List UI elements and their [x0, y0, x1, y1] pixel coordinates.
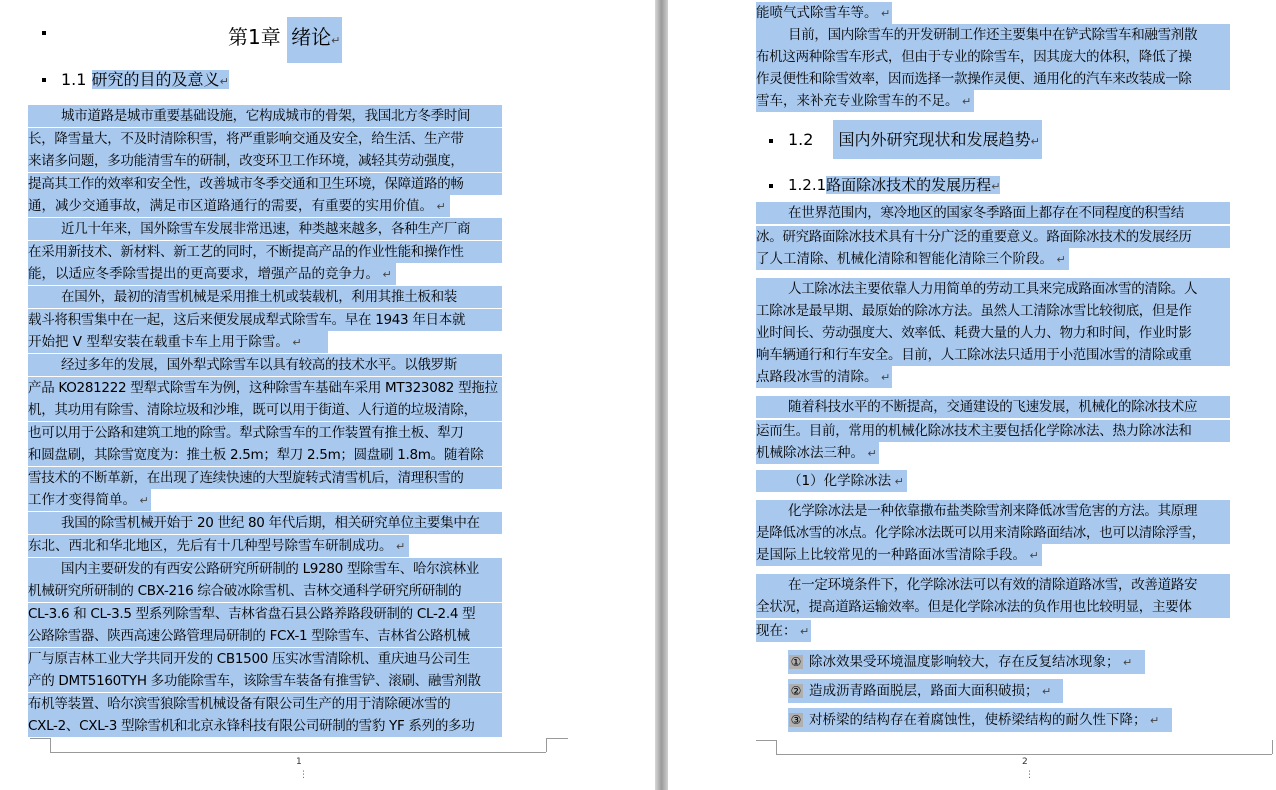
text-line[interactable]: 近几十年来，国外除雪车发展非常迅速，种类越来越多，各种生产厂商: [61, 221, 471, 237]
paragraph-mark: ↵: [796, 625, 810, 638]
text-line[interactable]: 随着科技水平的不断提高，交通建设的飞速发展，机械化的除冰技术应: [788, 399, 1198, 415]
paragraph-mark: ↵: [891, 475, 904, 488]
text-line[interactable]: 运而生。目前，常用的机械化除冰技术主要包括化学除冰法、热力除冰法和: [756, 423, 1192, 439]
text-line[interactable]: 机械除冰法三种。 ↵: [756, 445, 877, 461]
text-line[interactable]: 东北、西北和华北地区，先后有十几种型号除雪车研制成功。 ↵: [28, 537, 406, 554]
paragraph-mark: ↵: [958, 95, 972, 108]
text-line[interactable]: 载斗将积雪集中在一起，这后来便发展成犁式除雪车。早在 1943 年日本就: [28, 311, 466, 328]
text-line[interactable]: 在国外，最初的清雪机械是采用推土机或装载机，利用其推土板和装: [61, 289, 457, 305]
list-item[interactable]: [789, 680, 1051, 702]
text-line[interactable]: 和圆盘刷，其除雪宽度为：推土板 2.5m；犁刀 2.5m；圆盘刷 1.8m。随着除: [28, 447, 484, 463]
list-item-text: 对桥梁的结构存在着腐蚀性，使桥梁结构的耐久性下降；: [809, 712, 1147, 728]
footer-line: [50, 752, 546, 753]
paragraph-mark: ↵: [1026, 549, 1039, 562]
list-item-text: 造成沥青路面脱层，路面大面积破损；: [809, 683, 1039, 699]
page-number: 2: [1022, 757, 1028, 767]
list-item[interactable]: [789, 709, 1159, 731]
text-line[interactable]: 雪技术的不断革新，在出现了连续快速的大型旋转式清雪机后，清理积雪的: [28, 469, 464, 486]
text-line[interactable]: 化学除冰法是一种依靠撒布盐类除雪剂来降低冰雪危害的方法。其原理: [788, 503, 1198, 519]
text-line[interactable]: 布机这两种除雪车形式，但由于专业的除雪车，因其庞大的体积，降低了操: [756, 49, 1192, 65]
subsection-number: 1.2.1: [788, 176, 827, 194]
section-title: 研究的目的及意义↵: [91, 70, 229, 89]
paragraph-mark: ↵: [1038, 685, 1052, 698]
text-line[interactable]: 雪车，来补充专业除雪车的不足。 ↵: [756, 93, 972, 109]
text-line[interactable]: 开始把 V 型犁安装在载重卡车上用于除雪。 ↵: [28, 334, 302, 350]
section-heading-1-2: [788, 127, 1042, 155]
text-line[interactable]: 在一定环境条件下，化学除冰法可以有效的清除道路冰雪，改善道路安: [788, 577, 1198, 593]
text-line[interactable]: CL-3.6 和 CL-3.5 型系列除雪犁、吉林省盘石县公路养路段研制的 CL-2.4 型: [28, 605, 476, 622]
page-corner-mark: [776, 740, 777, 754]
list-marker: ③: [790, 713, 802, 727]
list-marker: ②: [790, 684, 802, 698]
chapter-title: 绪论↵: [287, 17, 342, 63]
section-number: 1.1: [61, 70, 87, 89]
list-item-text: 除冰效果受环境温度影响较大，存在反复结冰现象；: [809, 654, 1120, 670]
text-line[interactable]: 工除冰是最早期、最原始的除冰方法。虽然人工清除冰雪比较彻底，但是作: [756, 303, 1192, 319]
footer-line: [776, 754, 1272, 755]
text-line[interactable]: 是国际上比较常见的一种路面冰雪清除手段。 ↵: [756, 547, 1039, 563]
text-line[interactable]: 国内主要研发的有西安公路研究所研制的 L9280 型除雪车、哈尔滨林业: [61, 560, 479, 577]
paragraph-mark: ↵: [433, 200, 446, 213]
chapter-heading: [228, 22, 342, 56]
text-line[interactable]: 机械研究所研制的 CBX-216 综合破冰除雪机、吉林交通科学研究所研制的: [28, 583, 462, 599]
paragraph-mark: ↵: [1146, 714, 1160, 727]
text-line[interactable]: 现在： ↵: [756, 623, 810, 639]
text-line[interactable]: 来诸多问题，多功能清雪车的研制，改变环卫工作环境，减轻其劳动强度，: [28, 153, 464, 169]
format-bullet: [769, 184, 773, 188]
text-line[interactable]: 我国的除雪机械开始于 20 世纪 80 年代后期，相关研究单位主要集中在: [61, 515, 480, 531]
text-line[interactable]: 通，减少交通事故，满足市区道路通行的需要，有重要的实用价值。 ↵: [28, 198, 446, 214]
text-line[interactable]: 机，其功用有除雪、清除垃圾和沙堆，既可以用于街道、人行道的垃圾清除，: [28, 402, 477, 418]
list-item[interactable]: [789, 651, 1132, 673]
page-corner-mark: [30, 738, 50, 739]
paragraph-mark: ↵: [288, 336, 302, 349]
text-line[interactable]: 全状况，提高道路运输效率。但是化学除冰法的负作用也比较明显，主要体: [756, 599, 1192, 615]
text-line[interactable]: （1）化学除冰法 ↵: [788, 473, 904, 489]
page-corner-mark: [50, 738, 51, 752]
paragraph-mark: ↵: [864, 447, 877, 460]
text-line[interactable]: 经过多年的发展，国外犁式除雪车以具有较高的技术水平。以俄罗斯: [61, 357, 457, 373]
text-line[interactable]: 人工除冰法主要依靠人力用简单的劳动工具来完成路面冰雪的清除。人: [788, 281, 1198, 297]
text-line[interactable]: 响车辆通行和行车安全。目前，人工除冰法只适用于小范围冰雪的清除或重: [756, 347, 1192, 363]
text-line[interactable]: 在世界范围内，寒冷地区的国家冬季路面上都存在不同程度的积雪结: [788, 205, 1184, 221]
text-line[interactable]: 布机等装置、哈尔滨雪狼除雪机械设备有限公司生产的用于清除硬冰雪的: [28, 695, 451, 712]
text-line[interactable]: CXL-2、CXL-3 型除雪机和北京永锋科技有限公司研制的雪豹 YF 系列的多功: [28, 718, 475, 734]
subsection-title: 路面除冰技术的发展历程↵: [826, 176, 1001, 194]
document-page-2[interactable]: [668, 0, 1276, 790]
page-break-mark: ⋮: [1025, 770, 1034, 780]
section-number: 1.2: [788, 130, 814, 149]
page-number: 1: [296, 757, 302, 767]
text-line[interactable]: 能喷气式除雪车等。 ↵: [756, 5, 891, 21]
text-line[interactable]: 冰。研究路面除冰技术具有十分广泛的重要意义。路面除冰技术的发展经历: [756, 229, 1192, 245]
subsection-heading-1-2-1: [788, 173, 1000, 199]
page-gutter: [655, 0, 668, 790]
text-line[interactable]: 工作才变得简单。 ↵: [28, 492, 149, 508]
page-corner-mark: [756, 740, 776, 741]
text-line[interactable]: 产的 DMT5160TYH 多功能除雪车，该除雪车装备有推雪铲、滚刷、融雪剂散: [28, 673, 481, 689]
page-corner-mark: [546, 738, 568, 739]
format-bullet: [42, 31, 46, 35]
text-line[interactable]: 产品 KO281222 型犁式除雪车为例，这种除雪车基础车采用 MT323082 型拖拉: [28, 379, 498, 396]
page-corner-mark: [546, 738, 547, 752]
paragraph-mark: ↵: [1053, 253, 1066, 266]
text-line[interactable]: 了人工清除、机械化清除和智能化清除三个阶段。 ↵: [756, 251, 1066, 267]
list-marker: ①: [790, 655, 802, 669]
text-line[interactable]: 在采用新技术、新材料、新工艺的同时，不断提高产品的作业性能和操作性: [28, 243, 464, 260]
format-bullet: [769, 139, 773, 143]
text-line[interactable]: 作灵便性和除雪效率，因而选择一款操作灵便、通用化的汽车来改装成一除: [756, 71, 1192, 87]
paragraph-mark: ↵: [136, 494, 149, 507]
text-line[interactable]: 也可以用于公路和建筑工地的除雪。犁式除雪车的工作装置有推土板、犁刀: [28, 424, 464, 441]
text-line[interactable]: 是降低冰雪的冰点。化学除冰法既可以用来清除路面结冰，也可以清除浮雪，: [756, 525, 1205, 541]
section-title: 国内外研究现状和发展趋势↵: [833, 120, 1042, 159]
text-line[interactable]: 目前，国内除雪车的开发研制工作还主要集中在铲式除雪车和融雪剂散: [788, 27, 1198, 43]
format-bullet: [42, 78, 46, 82]
paragraph-mark: ↵: [1119, 656, 1133, 669]
text-line[interactable]: 厂与原吉林工业大学共同开发的 CB1500 压实冰雪清除机、重庆迪马公司生: [28, 650, 471, 667]
text-line[interactable]: 能，以适应冬季除雪提出的更高要求，增强产品的竞争力。 ↵: [28, 266, 392, 282]
page-break-mark: ⋮: [299, 770, 308, 780]
chapter-number: 第1章: [228, 25, 281, 49]
paragraph-mark: ↵: [392, 539, 406, 553]
text-line[interactable]: 城市道路是城市重要基础设施，它构成城市的骨架，我国北方冬季时间: [61, 108, 471, 124]
paragraph-mark: ↵: [877, 7, 891, 20]
paragraph-mark: ↵: [877, 371, 891, 384]
text-line[interactable]: 公路除雪器、陕西高速公路管理局研制的 FCX-1 型除雪车、吉林省公路机械: [28, 628, 470, 644]
text-line[interactable]: 长，降雪量大，不及时清除积雪，将严重影响交通及安全，给生活、生产带: [28, 130, 464, 147]
paragraph-mark: ↵: [379, 268, 392, 281]
text-line[interactable]: 提高其工作的效率和安全性，改善城市冬季交通和卫生环境，保障道路的畅: [28, 175, 464, 192]
text-line[interactable]: 点路段冰雪的清除。 ↵: [756, 369, 891, 385]
page-corner-mark: [1272, 740, 1273, 754]
section-heading-1-1: [61, 67, 229, 95]
text-line[interactable]: 业时间长、劳动强度大、效率低、耗费大量的人力、物力和时间，作业时影: [756, 325, 1192, 341]
